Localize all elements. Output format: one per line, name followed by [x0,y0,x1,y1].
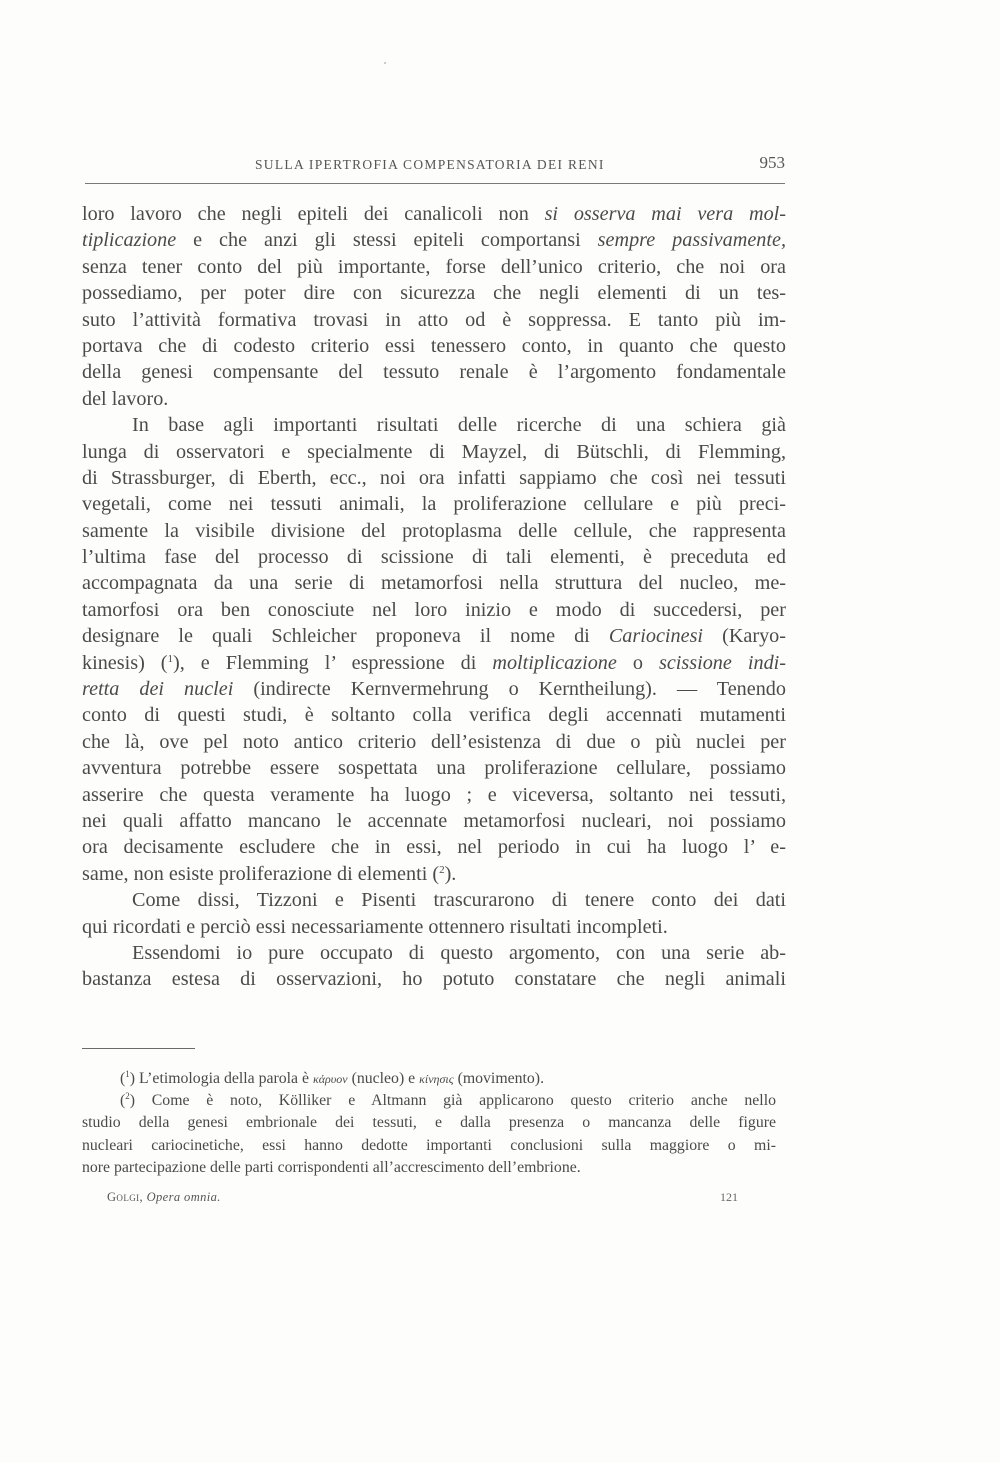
text-line: conto di questi studi, è soltanto colla verifica degli accennati mutamenti [82,704,786,727]
footnote-ref: 2 [439,863,445,876]
text-line: l’ultima fase del processo di scissione di tali elementi, è preceduta ed [82,546,786,569]
text-line: nei quali affatto mancano le accennate metamorfosi nucleari, noi possiamo [82,809,786,832]
footnote-2-line: nore partecipazione delle parti corrispondenti all’accrescimento dell’embrione. [82,1158,581,1176]
footnote-2-line: nucleari cariocinetiche, essi hanno dedotte importanti conclusioni sulla maggiore o mi- [82,1136,776,1154]
footnote-2: ($^2$) Come è noto, Kölliker e Altmann già applicarono questo criterio anche nello [120,1091,776,1110]
text-line: qui ricordati e perciò essi necessariamente ottennero risultati incompleti. [82,915,668,938]
sheet-number: 121 [720,1190,738,1204]
signature-mark: Golgi, Opera omnia. [107,1190,221,1204]
text-line: senza tener conto del più importante, forse dell’unico criterio, che noi ora [82,255,786,278]
text-line: lunga di osservatori e specialmente di Mayzel, di Bütschli, di Flemming, [82,440,786,463]
footnote-rule [82,1048,195,1049]
text-line: In base agli importanti risultati delle ricerche di una schiera già [132,414,786,437]
text-line: ora decisamente escludere che in essi, nel periodo in cui ha luogo l’ e- [82,836,786,859]
text-line: samente la visibile divisione del protoplasma delle cellule, che rappresenta [82,519,786,542]
footnote-2-line: studio della genesi embrionale dei tessuti, e dalla presenza o mancanza delle figure [82,1114,776,1132]
text-line: del lavoro. [82,387,169,410]
text-line: kinesis) ($^1$), e Flemming l’ espressione di moltiplicazione o scissione indi- [82,651,786,674]
text-line: retta dei nuclei (indirecte Kernvermehrung o Kerntheilung). — Tenendo [82,678,786,701]
text-line: possediamo, per poter dire con sicurezza che negli elementi di un tes- [82,282,786,305]
text-line: loro lavoro che negli epiteli dei canalicoli non si osserva mai vera mol- [82,203,786,225]
text-line: portava che di codesto criterio essi tenessero conto, in quanto che questo [82,334,786,357]
text-line: tamorfosi ora ben conosciute nel loro inizio e modo di succedersi, per [82,598,786,621]
paper-speck [384,62,386,64]
page-header [85,153,785,181]
text-line: bastanza estesa di osservazioni, ho potuto constatare che negli animali [82,968,786,991]
header-rule [85,183,785,184]
text-line: vegetali, come nei tessuti animali, la proliferazione cellulare e più preci- [82,493,786,516]
signature-work: Opera omnia. [146,1190,221,1204]
text-line: Come dissi, Tizzoni e Pisenti trascurarono di tenere conto dei dati [132,889,786,912]
footnotes [82,1068,776,1179]
signature-author: Golgi [107,1190,140,1204]
text-line: suto l’attività formativa trovasi in atto od è soppressa. E tanto più im- [82,308,786,331]
text-line: designare le quali Schleicher proponeva il nome di Cariocinesi (Karyo- [82,625,786,648]
text-line: asserire che questa veramente ha luogo ; e viceversa, soltanto nei tessuti, [82,783,786,806]
text-line: avventura potrebbe essere sospettata una proliferazione cellulare, possiamo [82,757,786,780]
text-line: di Strassburger, di Eberth, ecc., noi ora infatti sappiamo che così nei tessuti [82,466,786,489]
text-line: Essendomi io pure occupato di questo argomento, con una serie ab- [132,941,786,964]
text-line: della genesi compensante del tessuto renale è l’argomento fondamentale [82,361,786,384]
text-line: che là, ove pel noto antico criterio dell’esistenza di due o più nuclei per [82,730,786,753]
text-line: tiplicazione e che anzi gli stessi epiteli comportansi sempre passivamente, [82,229,786,252]
page-number: 953 [759,153,785,172]
running-title: SULLA IPERTROFIA COMPENSATORIA DEI RENI [255,157,605,172]
footnote-ref: 1 [167,652,174,665]
text-line: same, non esiste proliferazione di elementi ($^2$). [82,862,457,885]
body-text [82,201,786,993]
footnote-1: ($^1$) L’etimologia della parola è κάρυον (nucleo) e κίνησις (movimento). [120,1069,545,1087]
text-line: accompagnata da una serie di metamorfosi nella struttura del nucleo, me- [82,572,786,595]
